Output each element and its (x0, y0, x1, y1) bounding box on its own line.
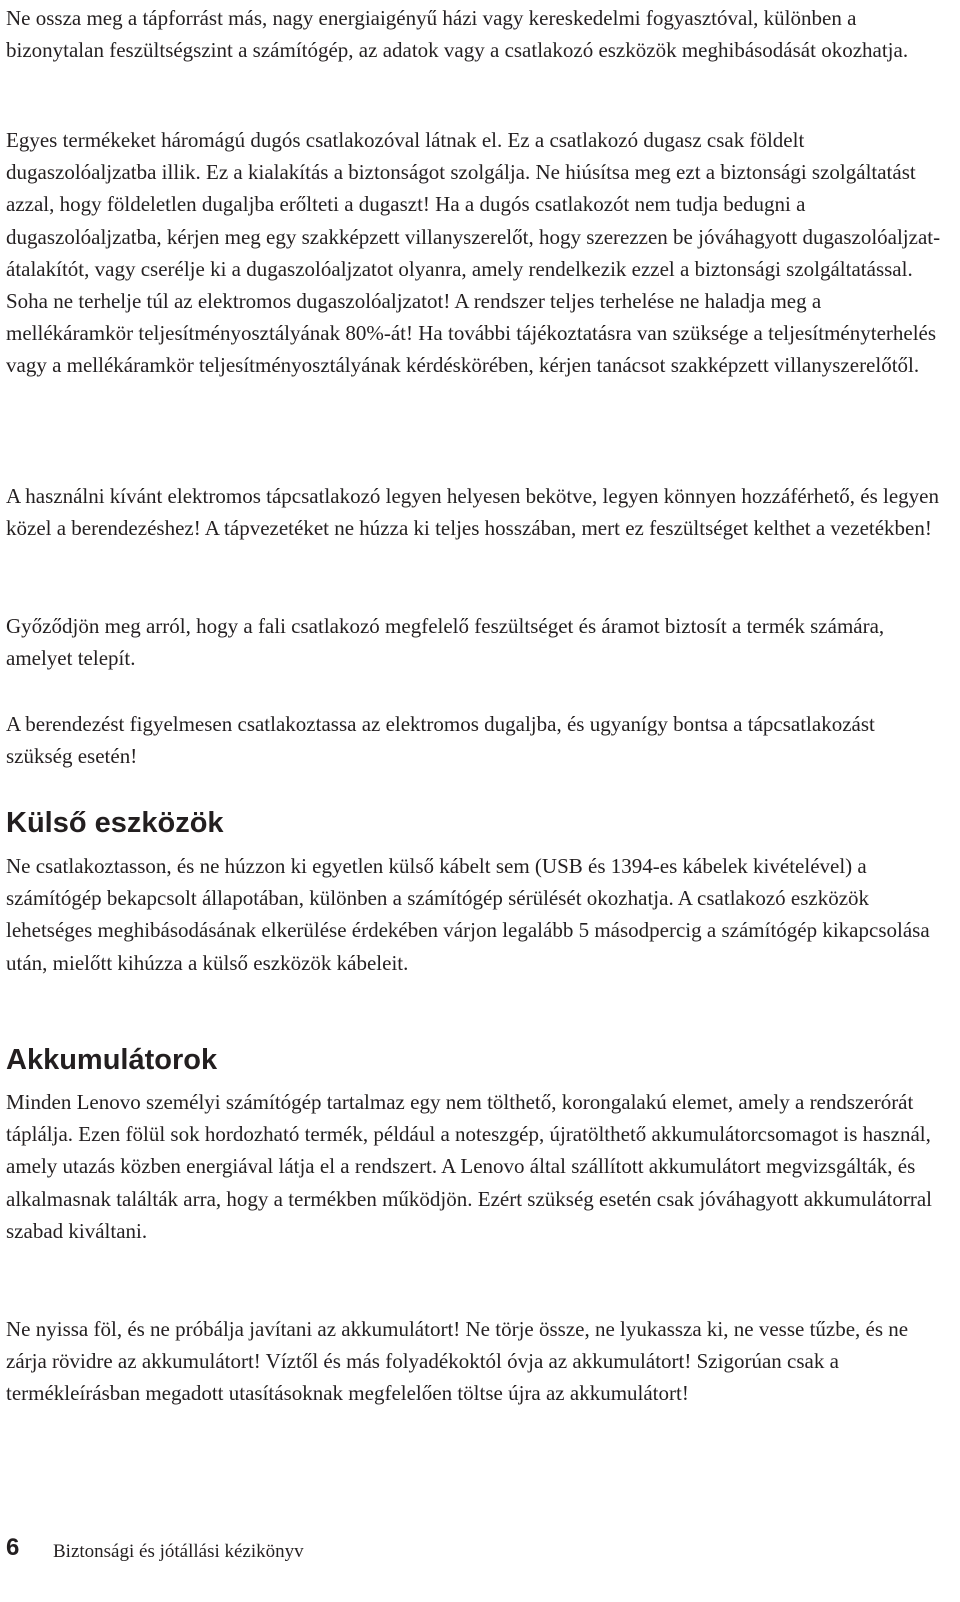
book-title: Biztonsági és jótállási kézikönyv (53, 1541, 304, 1562)
paragraph-connect-carefully: A berendezést figyelmesen csatlakoztassa az elektromos dugaljba, és ugyanígy bontsa a tápcsatlakozást szükség esetén! (6, 712, 875, 769)
paragraph-batteries-warning: Ne nyissa föl, és ne próbálja javítani az akkumulátort! Ne törje össze, ne lyukassza ki, ne vesse tűzbe, és ne zárja rövidre az akkumulátort! Víztől és más folyadékoktól óvja az akkumulátort! Szigorúan csak a termékleírásban megadott utasításoknak megfelelően töltse újra az akkumulátort! (6, 1317, 909, 1406)
paragraph-voltage-check: Győződjön meg arról, hogy a fali csatlakozó megfelelő feszültséget és áramot biztosít a termék számára, amelyet telepít. (6, 614, 885, 671)
paragraph-batteries-intro: Minden Lenovo személyi számítógép tartalmaz egy nem tölthető, korongalakú elemet, amely a rendszerórát táplálja. Ezen fölül sok hordozható termék, például a noteszgép, újratölthető akkumulátorcsomagot is használ, amely utazás közben energiával látja el a rendszert. A Lenovo által szállított akkumulátort megvizsgálták, és alkalmasnak találták arra, hogy a termékben működjön. Ezért szükség esetén csak jóváhagyott akkumulátorral szabad kiváltani. (6, 1090, 932, 1243)
section-heading-batteries: Akkumulátorok (6, 1044, 218, 1076)
paragraph-outlet-access: A használni kívánt elektromos tápcsatlakozó legyen helyesen bekötve, legyen könnyen hozzáférhető, és legyen közel a berendezéshez! A tápvezetéket ne húzza ki teljes hosszában, mert ez feszültséget kelthet a vezetékben! (6, 484, 940, 541)
paragraph-power-overload: Ne ossza meg a tápforrást más, nagy energiaigényű házi vagy kereskedelmi fogyasztóval, különben a bizonytalan feszültségszint a számítógép, az adatok vagy a csatlakozó eszközök meghibásodását okozhatja. (6, 6, 909, 63)
paragraph-three-prong-plug: Egyes termékeket háromágú dugós csatlakozóval látnak el. Ez a csatlakozó dugasz csak földelt dugaszolóaljzatba illik. Ez a kialakítás a biztonságot szolgálja. Ne hiúsítsa meg ezt a biztonsági szolgáltatást azzal, hogy földeletlen dugaljba erőlteti a dugaszt! Ha a dugós csatlakozót nem tudja bedugni a dugaszolóaljzatba, kérjen meg egy szakképzett villanyszerelőt, hogy szerezzen be jóváhagyott dugaszolóaljzat-átalakítót, vagy cserélje ki a dugaszolóaljzatot olyanra, amely rendelkezik ezzel a biztonsági szolgáltatással. Soha ne terhelje túl az elektromos dugaszolóaljzatot! A rendszer teljes terhelése ne haladja meg a mellékáramkör teljesítményosztályának 80%-át! Ha további tájékoztatásra van szüksége a teljesítményterhelés vagy a mellékáramkör teljesítményosztályának kérdéskörében, kérjen tanácsot szakképzett villanyszerelőtől. (6, 128, 941, 378)
page-footer (6, 1528, 941, 1568)
paragraph-external-devices: Ne csatlakoztasson, és ne húzzon ki egyetlen külső kábelt sem (USB és 1394-es kábelek kivételével) a számítógép bekapcsolt állapotában, különben a számítógép sérülését okozhatja. A csatlakozó eszközök lehetséges meghibásodásának elkerülése érdekében várjon legalább 5 másodpercig a számítógép kikapcsolása után, mielőtt kihúzza a külső eszközök kábeleit. (6, 854, 930, 975)
section-heading-external-devices: Külső eszközök (6, 807, 224, 839)
page-number: 6 (6, 1534, 20, 1561)
